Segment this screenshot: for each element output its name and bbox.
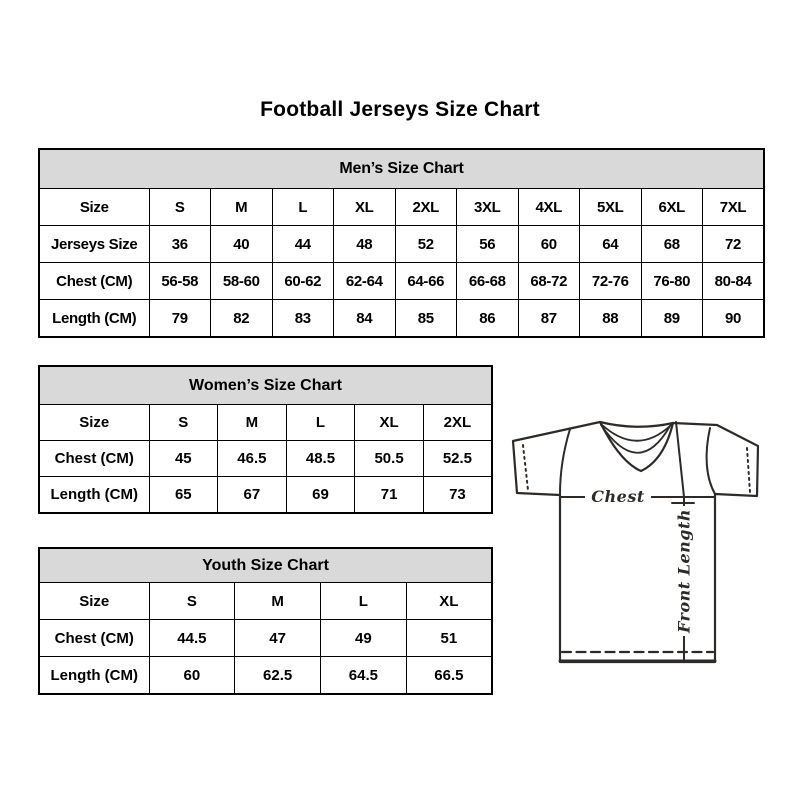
youth-value-cell: 47 [235, 620, 321, 657]
men-value-cell: 72-76 [580, 263, 642, 300]
men-value-cell: 76-80 [641, 263, 703, 300]
womens-size-table [38, 365, 493, 514]
men-value-cell: 88 [580, 300, 642, 338]
men-value-cell: 89 [641, 300, 703, 338]
youth-value-cell: S [149, 583, 235, 620]
women-row-1 [39, 441, 492, 477]
women-row-0 [39, 405, 492, 441]
men-value-cell: 82 [211, 300, 273, 338]
youth-value-cell: 60 [149, 657, 235, 695]
men-table-title: Men’s Size Chart [39, 149, 764, 189]
jersey-measurement-diagram [500, 400, 800, 700]
women-value-cell: 65 [149, 477, 218, 514]
youth-value-cell: 64.5 [321, 657, 407, 695]
youth-value-cell: M [235, 583, 321, 620]
men-value-cell: 72 [703, 226, 765, 263]
men-value-cell: 66-68 [457, 263, 519, 300]
men-value-cell: 7XL [703, 189, 765, 226]
front-length-label: Front Length [674, 508, 694, 634]
men-row-2 [39, 263, 764, 300]
youth-title-row [39, 548, 492, 583]
men-value-cell: M [211, 189, 273, 226]
men-value-cell: 60 [518, 226, 580, 263]
youth-value-cell: 62.5 [235, 657, 321, 695]
youth-row-0 [39, 583, 492, 620]
men-value-cell: 64-66 [395, 263, 457, 300]
women-value-cell: 45 [149, 441, 218, 477]
men-value-cell: 80-84 [703, 263, 765, 300]
men-value-cell: 60-62 [272, 263, 334, 300]
men-value-cell: 2XL [395, 189, 457, 226]
men-value-cell: 5XL [580, 189, 642, 226]
men-title-row [39, 149, 764, 189]
men-value-cell: L [272, 189, 334, 226]
youth-size-table [38, 547, 493, 695]
women-value-cell: 50.5 [355, 441, 424, 477]
women-row-2 [39, 477, 492, 514]
men-value-cell: 83 [272, 300, 334, 338]
jersey-outline [513, 422, 758, 662]
youth-row-2 [39, 657, 492, 695]
men-row-label: Jerseys Size [39, 226, 149, 263]
men-value-cell: 6XL [641, 189, 703, 226]
youth-row-label: Size [39, 583, 149, 620]
men-value-cell: 84 [334, 300, 396, 338]
youth-value-cell: 66.5 [406, 657, 492, 695]
women-value-cell: 73 [423, 477, 492, 514]
men-row-label: Length (CM) [39, 300, 149, 338]
men-row-1 [39, 226, 764, 263]
women-title-row [39, 366, 492, 405]
men-value-cell: 68 [641, 226, 703, 263]
men-row-0 [39, 189, 764, 226]
women-value-cell: M [218, 405, 287, 441]
men-value-cell: 36 [149, 226, 211, 263]
youth-row-label: Chest (CM) [39, 620, 149, 657]
women-value-cell: 52.5 [423, 441, 492, 477]
men-value-cell: 56-58 [149, 263, 211, 300]
jersey-diagram-svg [500, 400, 800, 700]
men-value-cell: 56 [457, 226, 519, 263]
youth-table-title: Youth Size Chart [39, 548, 492, 583]
youth-row-label: Length (CM) [39, 657, 149, 695]
men-value-cell: 79 [149, 300, 211, 338]
men-row-label: Size [39, 189, 149, 226]
women-value-cell: 71 [355, 477, 424, 514]
page-title: Football Jerseys Size Chart [260, 98, 540, 121]
men-value-cell: 52 [395, 226, 457, 263]
women-value-cell: 69 [286, 477, 355, 514]
youth-row-1 [39, 620, 492, 657]
women-value-cell: 2XL [423, 405, 492, 441]
men-value-cell: 86 [457, 300, 519, 338]
women-value-cell: L [286, 405, 355, 441]
women-table-title: Women’s Size Chart [39, 366, 492, 405]
men-value-cell: 4XL [518, 189, 580, 226]
youth-value-cell: XL [406, 583, 492, 620]
women-row-label: Chest (CM) [39, 441, 149, 477]
men-value-cell: 48 [334, 226, 396, 263]
men-value-cell: S [149, 189, 211, 226]
men-row-3 [39, 300, 764, 338]
women-value-cell: XL [355, 405, 424, 441]
men-value-cell: 64 [580, 226, 642, 263]
men-value-cell: 3XL [457, 189, 519, 226]
men-row-label: Chest (CM) [39, 263, 149, 300]
youth-value-cell: 51 [406, 620, 492, 657]
men-value-cell: 90 [703, 300, 765, 338]
men-value-cell: XL [334, 189, 396, 226]
men-value-cell: 87 [518, 300, 580, 338]
chest-label: Chest [591, 487, 645, 506]
women-value-cell: 67 [218, 477, 287, 514]
youth-value-cell: 49 [321, 620, 407, 657]
women-value-cell: 46.5 [218, 441, 287, 477]
women-row-label: Size [39, 405, 149, 441]
men-value-cell: 62-64 [334, 263, 396, 300]
mens-size-table [38, 148, 765, 338]
women-row-label: Length (CM) [39, 477, 149, 514]
women-value-cell: 48.5 [286, 441, 355, 477]
men-value-cell: 44 [272, 226, 334, 263]
men-value-cell: 40 [211, 226, 273, 263]
men-value-cell: 85 [395, 300, 457, 338]
men-value-cell: 58-60 [211, 263, 273, 300]
men-value-cell: 68-72 [518, 263, 580, 300]
youth-value-cell: L [321, 583, 407, 620]
women-value-cell: S [149, 405, 218, 441]
youth-value-cell: 44.5 [149, 620, 235, 657]
